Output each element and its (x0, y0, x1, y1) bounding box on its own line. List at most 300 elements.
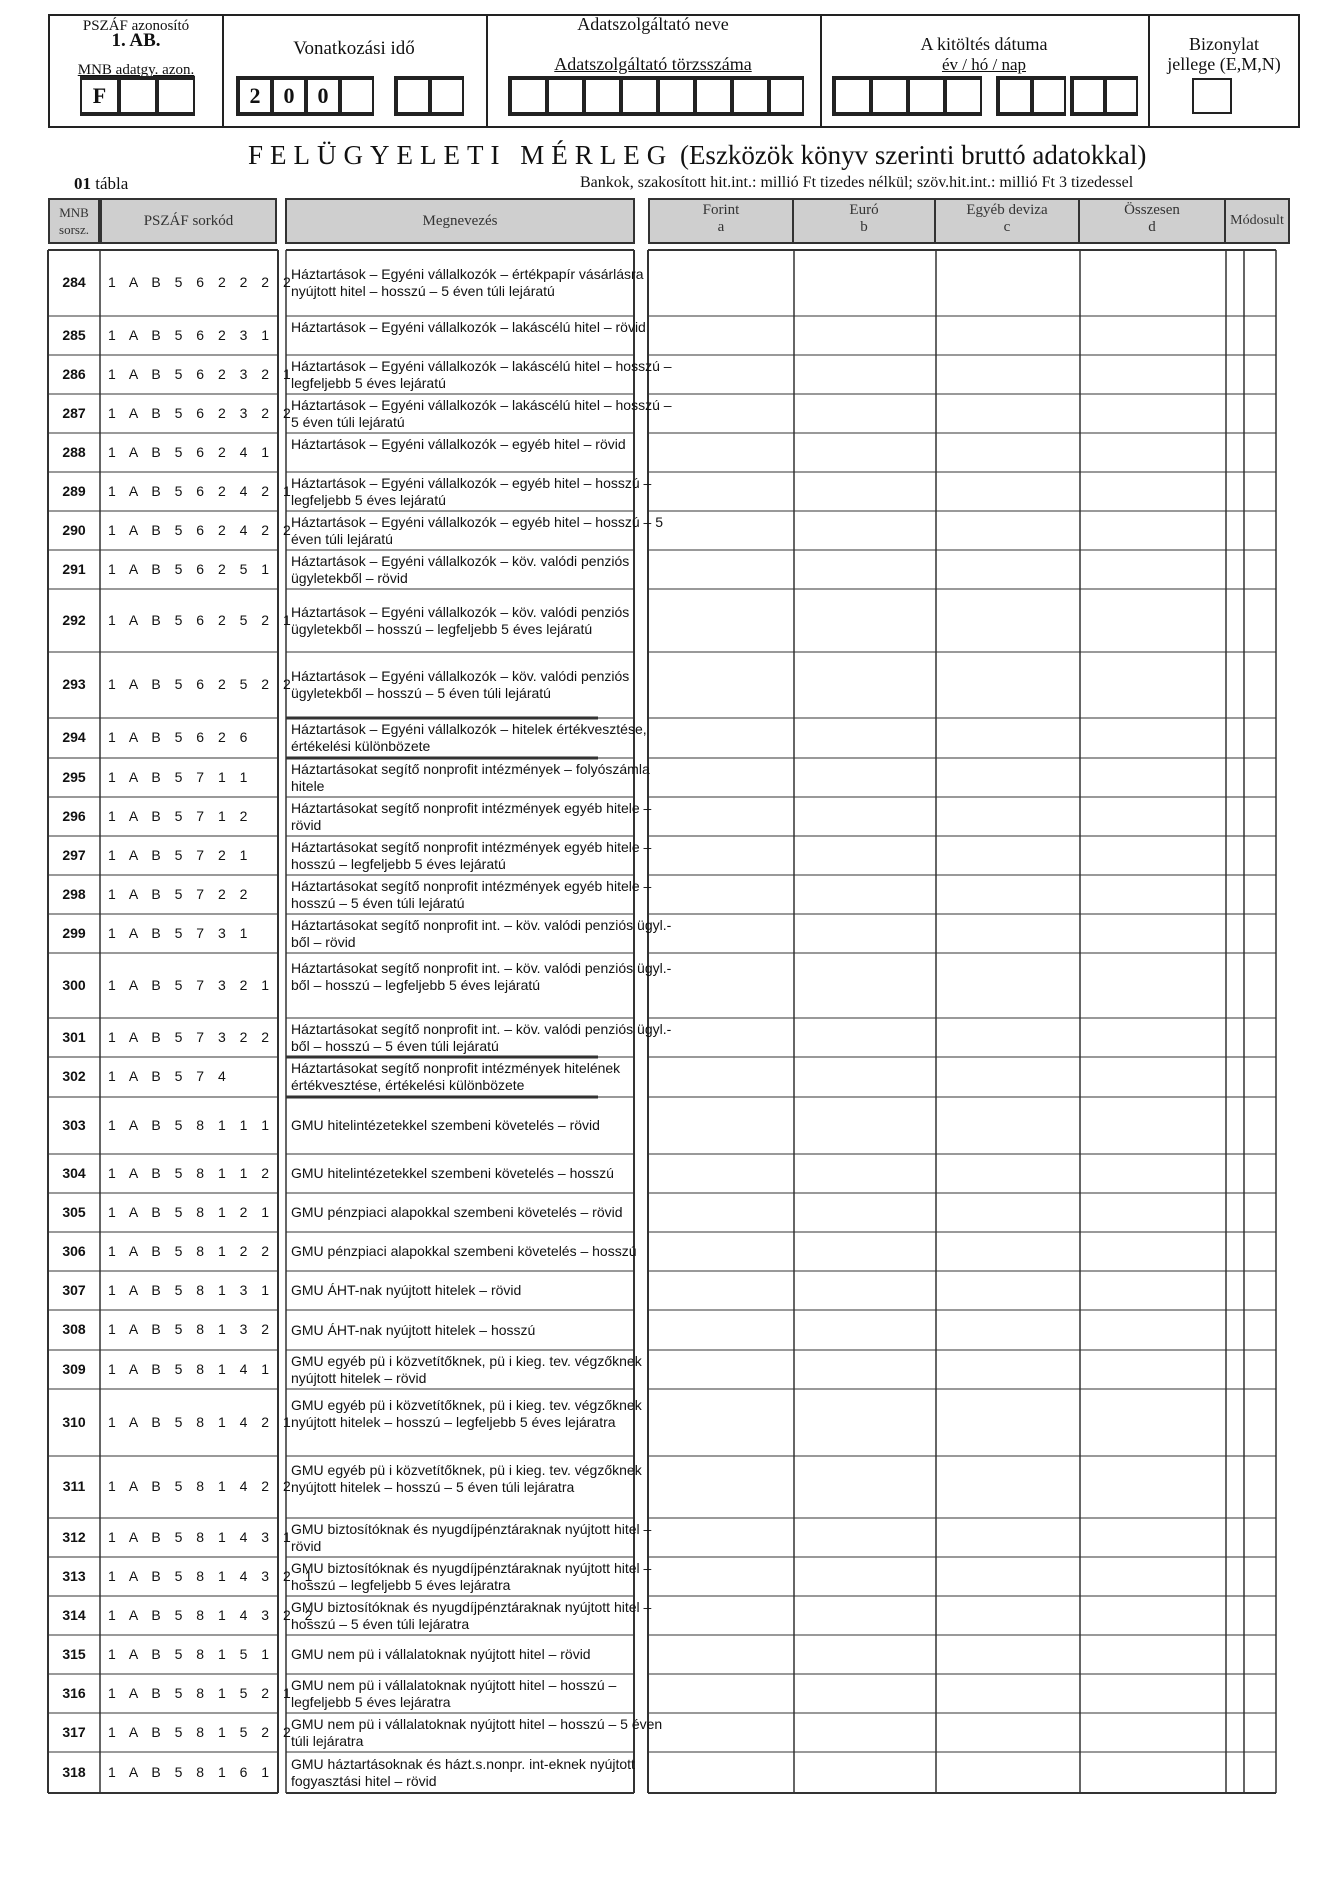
row-pszaf-sorkod: 1 A B 5 8 1 4 1 (108, 1360, 275, 1377)
ev-ho-nap-label: év / hó / nap (941, 55, 1027, 74)
row-osszesen-cell[interactable] (1080, 355, 1226, 394)
row-euro-cell[interactable] (794, 1456, 936, 1518)
row-megnevezes: GMU háztartásoknak és házt.s.nonpr. int-eknek nyújtott fogyasztási hitel – rövid (291, 1755, 635, 1789)
row-osszesen-cell[interactable] (1080, 1057, 1226, 1097)
col-osszesen-label: Összesen (1124, 202, 1180, 218)
bizonylat-label: Bizonylat (1189, 34, 1259, 54)
col-pszaf-sorkod: PSZÁF sorkód (100, 198, 277, 244)
row-modosult-cell[interactable] (1244, 1635, 1276, 1674)
row-pszaf-sorkod: 1 A B 5 6 2 3 2 2 (108, 404, 296, 421)
row-modosult-cell[interactable] (1244, 1232, 1276, 1271)
row-osszesen-cell[interactable] (1080, 1389, 1226, 1456)
row-egyeb-deviza-cell[interactable] (936, 316, 1080, 355)
row-osszesen-cell[interactable] (1080, 472, 1226, 511)
row-osszesen-cell[interactable] (1080, 1193, 1226, 1232)
row-pszaf-sorkod: 1 A B 5 8 1 4 3 1 (108, 1528, 296, 1545)
row-euro-cell[interactable] (794, 836, 936, 875)
row-euro-cell[interactable] (794, 1635, 936, 1674)
row-modosult-cell[interactable] (1244, 718, 1276, 758)
adatszolgaltato-torzsszama-label: Adatszolgáltató törzsszáma (554, 54, 752, 74)
row-pszaf-sorkod: 1 A B 5 6 2 3 2 1 (108, 365, 296, 382)
row-euro-cell[interactable] (794, 1596, 936, 1635)
row-osszesen-cell[interactable] (1080, 718, 1226, 758)
row-megnevezes: GMU nem pü i vállalatoknak nyújtott hitel – hosszú – legfeljebb 5 éves lejáratra (291, 1676, 617, 1710)
row-mnb-sorsz: 313 (62, 1567, 86, 1584)
row-egyeb-deviza-cell[interactable] (936, 1350, 1080, 1389)
row-pszaf-sorkod: 1 A B 5 7 1 2 (108, 807, 253, 824)
row-megnevezes: GMU egyéb pü i közvetítőknek, pü i kieg. tev. végzőknek nyújtott hitelek – hosszú – legfeljebb 5 éves lejáratra (291, 1397, 642, 1430)
row-egyeb-deviza-cell[interactable] (936, 1752, 1080, 1793)
row-osszesen-cell[interactable] (1080, 589, 1226, 652)
row-modosult-cell[interactable] (1244, 1057, 1276, 1097)
row-forint-cell[interactable] (648, 433, 794, 472)
row-osszesen-cell[interactable] (1080, 758, 1226, 797)
vonatkozasi-ido-label: Vonatkozási idő (293, 38, 415, 59)
row-forint-cell[interactable] (648, 355, 794, 394)
row-pszaf-sorkod: 1 A B 5 6 2 5 1 (108, 560, 275, 577)
row-pszaf-sorkod: 1 A B 5 8 1 5 1 (108, 1645, 275, 1662)
row-modosult-cell[interactable] (1244, 472, 1276, 511)
row-mnb-sorsz: 315 (62, 1645, 86, 1662)
row-osszesen-cell[interactable] (1080, 433, 1226, 472)
row-osszesen-cell[interactable] (1080, 914, 1226, 953)
row-pszaf-sorkod: 1 A B 5 8 1 2 1 (108, 1203, 275, 1220)
row-modosult-cell[interactable] (1244, 1154, 1276, 1193)
row-mnb-sorsz: 299 (62, 924, 86, 941)
row-euro-cell[interactable] (794, 875, 936, 914)
row-egyeb-deviza-cell[interactable] (936, 589, 1080, 652)
row-euro-cell[interactable] (794, 1057, 936, 1097)
row-forint-cell[interactable] (648, 1018, 794, 1057)
row-pszaf-sorkod: 1 A B 5 6 2 6 (108, 729, 253, 745)
row-megnevezes: GMU egyéb pü i közvetítőknek, pü i kieg. tev. végzőknek nyújtott hitelek – hosszú – 5 éven túli lejáratra (291, 1461, 642, 1495)
row-egyeb-deviza-cell[interactable] (936, 1674, 1080, 1713)
row-egyeb-deviza-cell[interactable] (936, 1271, 1080, 1310)
row-forint-cell[interactable] (648, 1635, 794, 1674)
row-mnb-sorsz: 291 (62, 560, 86, 577)
row-mnb-sorsz: 311 (62, 1478, 86, 1494)
row-forint-cell[interactable] (648, 953, 794, 1018)
row-forint-cell[interactable] (648, 652, 794, 718)
row-megnevezes: Háztartások – Egyéni vállalkozók – egyéb hitel – hosszú – 5 éven túli lejáratú (291, 513, 663, 547)
title-main: FELÜGYELETI MÉRLEG (248, 140, 674, 170)
row-mnb-sorsz: 295 (62, 768, 86, 785)
row-mnb-sorsz: 300 (62, 976, 86, 993)
row-modosult-cell[interactable] (1244, 394, 1276, 433)
row-megnevezes: GMU nem pü i vállalatoknak nyújtott hitel – hosszú – 5 éven túli lejáratra (291, 1715, 663, 1749)
period-cell[interactable]: 2 (238, 78, 272, 114)
row-modosult-cell[interactable] (1244, 875, 1276, 914)
units-note: Bankok, szakosított hit.int.: millió Ft tizedes nélkül; szöv.hit.int.: millió Ft 3 tizedessel (580, 174, 1134, 191)
row-pszaf-sorkod: 1 A B 5 6 2 4 2 2 (108, 521, 296, 538)
row-megnevezes: Háztartások – Egyéni vállalkozók – egyéb hitel – hosszú – legfeljebb 5 éves lejáratú (291, 474, 652, 508)
row-pszaf-sorkod: 1 A B 5 8 1 4 3 2 1 (108, 1567, 318, 1584)
row-modosult-cell[interactable] (1244, 355, 1276, 394)
row-pszaf-sorkod: 1 A B 5 8 1 2 2 (108, 1242, 275, 1259)
row-modosult-cell[interactable] (1244, 1350, 1276, 1389)
row-osszesen-cell[interactable] (1080, 1097, 1226, 1154)
row-modosult-cell[interactable] (1244, 758, 1276, 797)
row-osszesen-cell[interactable] (1080, 1310, 1226, 1350)
jellege-label: jellege (E,M,N) (1167, 54, 1281, 74)
row-mnb-sorsz: 303 (62, 1116, 86, 1133)
row-euro-cell[interactable] (794, 316, 936, 355)
row-megnevezes: GMU egyéb pü i közvetítőknek, pü i kieg. tev. végzőknek nyújtott hitelek – rövid (291, 1352, 642, 1386)
row-pszaf-sorkod: 1 A B 5 8 1 4 3 2 2 (108, 1606, 318, 1623)
row-modosult-cell[interactable] (1244, 797, 1276, 836)
row-megnevezes: GMU ÁHT-nak nyújtott hitelek – rövid (291, 1282, 522, 1298)
row-euro-cell[interactable] (794, 797, 936, 836)
row-osszesen-cell[interactable] (1080, 1232, 1226, 1271)
row-modosult-cell[interactable] (1244, 1310, 1276, 1350)
row-euro-cell[interactable] (794, 914, 936, 953)
row-euro-cell[interactable] (794, 1097, 936, 1154)
row-pszaf-sorkod: 1 A B 5 8 1 3 1 (108, 1281, 275, 1298)
row-osszesen-cell[interactable] (1080, 1752, 1226, 1793)
row-egyeb-deviza-cell[interactable] (936, 1193, 1080, 1232)
row-osszesen-cell[interactable] (1080, 1350, 1226, 1389)
row-mnb-sorsz: 314 (62, 1606, 86, 1623)
title-paren: (Eszközök könyv szerinti bruttó adatokkal) (679, 140, 1147, 170)
row-forint-cell[interactable] (648, 1557, 794, 1596)
row-egyeb-deviza-cell[interactable] (936, 1596, 1080, 1635)
row-forint-cell[interactable] (648, 511, 794, 550)
row-forint-cell[interactable] (648, 1713, 794, 1752)
row-megnevezes: Háztartásokat segítő nonprofit int. – köv. valódi penziós ügyl.-ből – hosszú – 5 éven túli lejáratú (291, 1020, 672, 1054)
row-megnevezes: Háztartásokat segítő nonprofit intézmények egyéb hitele – hosszú – 5 éven túli lejáratú (291, 877, 652, 911)
row-megnevezes: Háztartásokat segítő nonprofit intézmények – folyószámla hitele (291, 760, 650, 794)
row-euro-cell[interactable] (794, 1752, 936, 1793)
row-mnb-sorsz: 305 (62, 1203, 86, 1220)
row-egyeb-deviza-cell[interactable] (936, 1456, 1080, 1518)
row-osszesen-cell[interactable] (1080, 511, 1226, 550)
row-euro-cell[interactable] (794, 953, 936, 1018)
table-label: tábla (95, 174, 129, 193)
col-osszesen-letter: d (1148, 219, 1156, 235)
row-euro-cell[interactable] (794, 1018, 936, 1057)
row-euro-cell[interactable] (794, 550, 936, 589)
row-euro-cell[interactable] (794, 718, 936, 758)
row-euro-cell[interactable] (794, 1350, 936, 1389)
row-megnevezes: Háztartások – Egyéni vállalkozók – lakáscélú hitel – hosszú – 5 éven túli lejáratú (291, 396, 672, 430)
col-egyeb-deviza-letter: c (1003, 219, 1011, 235)
row-forint-cell[interactable] (648, 589, 794, 652)
row-pszaf-sorkod: 1 A B 5 8 1 1 2 (108, 1164, 275, 1181)
row-modosult-cell[interactable] (1244, 1518, 1276, 1557)
col-modosult: Módosult (1224, 198, 1290, 244)
pszaf-azonosito-label: PSZÁF azonosító (82, 18, 190, 34)
row-euro-cell[interactable] (794, 472, 936, 511)
row-mnb-sorsz: 287 (62, 404, 86, 421)
row-osszesen-cell[interactable] (1080, 1154, 1226, 1193)
period-cell[interactable]: 0 (272, 78, 306, 114)
row-egyeb-deviza-cell[interactable] (936, 250, 1080, 316)
row-egyeb-deviza-cell[interactable] (936, 836, 1080, 875)
row-egyeb-deviza-cell[interactable] (936, 1018, 1080, 1057)
row-osszesen-cell[interactable] (1080, 394, 1226, 433)
row-modosult-cell[interactable] (1244, 1097, 1276, 1154)
row-pszaf-sorkod: 1 A B 5 7 1 1 (108, 768, 253, 785)
mnb-adatgy-label: MNB adatgy. azon. (77, 62, 195, 78)
row-mnb-sorsz: 285 (62, 326, 86, 343)
row-pszaf-sorkod: 1 A B 5 8 1 4 2 1 (108, 1413, 296, 1430)
col-mnb-sorsz: MNB sorsz. (48, 198, 100, 244)
row-modosult-cell[interactable] (1244, 836, 1276, 875)
row-modosult-cell[interactable] (1244, 1752, 1276, 1793)
row-euro-cell[interactable] (794, 1271, 936, 1310)
row-forint-cell[interactable] (648, 1310, 794, 1350)
row-euro-cell[interactable] (794, 1389, 936, 1456)
row-mnb-sorsz: 304 (62, 1164, 86, 1181)
row-modosult-cell[interactable] (1244, 550, 1276, 589)
row-pszaf-sorkod: 1 A B 5 8 1 5 2 2 (108, 1723, 296, 1740)
row-osszesen-cell[interactable] (1080, 1674, 1226, 1713)
row-osszesen-cell[interactable] (1080, 1596, 1226, 1635)
row-modosult-cell[interactable] (1244, 914, 1276, 953)
row-egyeb-deviza-cell[interactable] (936, 1518, 1080, 1557)
row-pszaf-sorkod: 1 A B 5 8 1 3 2 (108, 1321, 275, 1337)
row-forint-cell[interactable] (648, 1752, 794, 1793)
row-egyeb-deviza-cell[interactable] (936, 1310, 1080, 1350)
row-egyeb-deviza-cell[interactable] (936, 433, 1080, 472)
row-egyeb-deviza-cell[interactable] (936, 1557, 1080, 1596)
row-megnevezes: GMU hitelintézetekkel szembeni követelés – rövid (291, 1117, 600, 1133)
row-mnb-sorsz: 317 (62, 1723, 86, 1740)
row-pszaf-sorkod: 1 A B 5 7 2 1 (108, 846, 253, 863)
row-megnevezes: Háztartások – Egyéni vállalkozók – köv. valódi penziós ügyletekből – hosszú – legfeljebb 5 éves lejáratú (291, 603, 630, 637)
row-egyeb-deviza-cell[interactable] (936, 472, 1080, 511)
row-mnb-sorsz: 293 (62, 676, 86, 692)
row-osszesen-cell[interactable] (1080, 250, 1226, 316)
row-mnb-sorsz: 316 (62, 1684, 86, 1701)
row-pszaf-sorkod: 1 A B 5 8 1 1 1 (108, 1116, 275, 1133)
row-megnevezes: GMU hitelintézetekkel szembeni követelés – hosszú (291, 1165, 614, 1181)
row-megnevezes: Háztartások – Egyéni vállalkozók – lakáscélú hitel – hosszú – legfeljebb 5 éves lejáratú (291, 357, 672, 391)
col-megnevezes: Megnevezés (285, 198, 635, 244)
row-modosult-cell[interactable] (1244, 1456, 1276, 1518)
row-megnevezes: Háztartások – Egyéni vállalkozók – hitelek értékvesztése, értékelési különbözete (291, 721, 647, 754)
row-megnevezes: Háztartások – Egyéni vállalkozók – lakáscélú hitel – rövid (291, 318, 646, 335)
row-egyeb-deviza-cell[interactable] (936, 355, 1080, 394)
row-pszaf-sorkod: 1 A B 5 6 2 5 2 2 (108, 676, 296, 692)
row-egyeb-deviza-cell[interactable] (936, 718, 1080, 758)
row-egyeb-deviza-cell[interactable] (936, 797, 1080, 836)
row-modosult-cell[interactable] (1244, 1674, 1276, 1713)
row-euro-cell[interactable] (794, 758, 936, 797)
row-mnb-sorsz: 284 (62, 274, 86, 290)
row-mnb-sorsz: 301 (62, 1028, 86, 1045)
row-euro-cell[interactable] (794, 1232, 936, 1271)
row-megnevezes: Háztartások – Egyéni vállalkozók – egyéb hitel – rövid (291, 435, 626, 452)
row-modosult-cell[interactable] (1244, 250, 1276, 316)
adatszolgaltato-neve-label: Adatszolgáltató neve (577, 14, 729, 34)
row-forint-cell[interactable] (648, 1097, 794, 1154)
row-forint-cell[interactable] (648, 1596, 794, 1635)
row-pszaf-sorkod: 1 A B 5 6 2 4 2 1 (108, 482, 296, 499)
row-forint-cell[interactable] (648, 250, 794, 316)
row-mnb-sorsz: 286 (62, 365, 86, 382)
row-modosult-cell[interactable] (1244, 1389, 1276, 1456)
row-modosult-cell[interactable] (1244, 511, 1276, 550)
row-modosult-cell[interactable] (1244, 1193, 1276, 1232)
row-osszesen-cell[interactable] (1080, 1713, 1226, 1752)
form-code: 1. AB. (111, 30, 161, 51)
row-forint-cell[interactable] (648, 718, 794, 758)
row-megnevezes: GMU pénzpiaci alapokkal szembeni követelés – hosszú (291, 1243, 637, 1259)
row-egyeb-deviza-cell[interactable] (936, 1635, 1080, 1674)
row-pszaf-sorkod: 1 A B 5 6 2 3 1 (108, 326, 275, 343)
row-pszaf-sorkod: 1 A B 5 6 2 5 2 1 (108, 611, 296, 628)
row-osszesen-cell[interactable] (1080, 953, 1226, 1018)
row-egyeb-deviza-cell[interactable] (936, 1057, 1080, 1097)
row-megnevezes: Háztartások – Egyéni vállalkozók – értékpapír vásárlásra nyújtott hitel – hosszú – 5 éven túli lejáratú (291, 266, 644, 299)
col-egyeb-deviza-label: Egyéb deviza (966, 202, 1048, 218)
row-forint-cell[interactable] (648, 1350, 794, 1389)
row-mnb-sorsz: 290 (62, 521, 86, 538)
row-mnb-sorsz: 309 (62, 1360, 86, 1377)
row-forint-cell[interactable] (648, 394, 794, 433)
row-osszesen-cell[interactable] (1080, 1557, 1226, 1596)
row-forint-cell[interactable] (648, 836, 794, 875)
row-egyeb-deviza-cell[interactable] (936, 1097, 1080, 1154)
row-forint-cell[interactable] (648, 914, 794, 953)
row-forint-cell[interactable] (648, 797, 794, 836)
row-megnevezes: Háztartásokat segítő nonprofit intézmények egyéb hitele – rövid (291, 799, 652, 833)
row-forint-cell[interactable] (648, 875, 794, 914)
row-euro-cell[interactable] (794, 589, 936, 652)
row-mnb-sorsz: 307 (62, 1281, 86, 1298)
row-forint-cell[interactable] (648, 1389, 794, 1456)
row-forint-cell[interactable] (648, 550, 794, 589)
row-egyeb-deviza-cell[interactable] (936, 511, 1080, 550)
row-megnevezes: GMU biztosítóknak és nyugdíjpénztáraknak nyújtott hitel – hosszú – legfeljebb 5 éves lejáratra (291, 1559, 652, 1593)
row-osszesen-cell[interactable] (1080, 1635, 1226, 1674)
row-modosult-cell[interactable] (1244, 1557, 1276, 1596)
row-egyeb-deviza-cell[interactable] (936, 914, 1080, 953)
row-megnevezes: GMU nem pü i vállalatoknak nyújtott hitel – rövid (291, 1646, 591, 1662)
row-osszesen-cell[interactable] (1080, 1271, 1226, 1310)
row-pszaf-sorkod: 1 A B 5 7 4 (108, 1068, 231, 1084)
row-egyeb-deviza-cell[interactable] (936, 1713, 1080, 1752)
row-egyeb-deviza-cell[interactable] (936, 758, 1080, 797)
row-forint-cell[interactable] (648, 1232, 794, 1271)
row-megnevezes: Háztartásokat segítő nonprofit intézmények egyéb hitele – hosszú – legfeljebb 5 éves lejáratú (291, 838, 652, 872)
row-forint-cell[interactable] (648, 1193, 794, 1232)
row-forint-cell[interactable] (648, 1271, 794, 1310)
row-osszesen-cell[interactable] (1080, 875, 1226, 914)
row-megnevezes: GMU ÁHT-nak nyújtott hitelek – hosszú (291, 1321, 536, 1338)
row-egyeb-deviza-cell[interactable] (936, 394, 1080, 433)
row-modosult-cell[interactable] (1244, 1018, 1276, 1057)
row-mnb-sorsz: 298 (62, 885, 86, 902)
row-euro-cell[interactable] (794, 1518, 936, 1557)
row-egyeb-deviza-cell[interactable] (936, 953, 1080, 1018)
row-megnevezes: GMU biztosítóknak és nyugdíjpénztáraknak nyújtott hitel – hosszú – 5 éven túli lejáratra (291, 1598, 652, 1632)
row-mnb-sorsz: 318 (62, 1763, 86, 1780)
row-forint-cell[interactable] (648, 1057, 794, 1097)
row-euro-cell[interactable] (794, 433, 936, 472)
row-mnb-sorsz: 296 (62, 807, 86, 824)
row-egyeb-deviza-cell[interactable] (936, 1389, 1080, 1456)
col-forint-letter: a (717, 219, 725, 235)
row-osszesen-cell[interactable] (1080, 1018, 1226, 1057)
row-euro-cell[interactable] (794, 250, 936, 316)
row-mnb-sorsz: 288 (62, 443, 86, 460)
row-pszaf-sorkod: 1 A B 5 8 1 5 2 1 (108, 1684, 296, 1701)
row-pszaf-sorkod: 1 A B 5 7 2 2 (108, 885, 253, 902)
row-megnevezes: GMU pénzpiaci alapokkal szembeni követelés – rövid (291, 1204, 623, 1220)
row-euro-cell[interactable] (794, 1154, 936, 1193)
row-forint-cell[interactable] (648, 1674, 794, 1713)
row-forint-cell[interactable] (648, 1518, 794, 1557)
row-euro-cell[interactable] (794, 1713, 936, 1752)
row-modosult-cell[interactable] (1244, 953, 1276, 1018)
row-pszaf-sorkod: 1 A B 5 6 2 2 2 2 (108, 274, 296, 290)
row-mnb-sorsz: 292 (62, 611, 86, 628)
row-osszesen-cell[interactable] (1080, 836, 1226, 875)
row-pszaf-sorkod: 1 A B 5 6 2 4 1 (108, 443, 275, 460)
row-euro-cell[interactable] (794, 394, 936, 433)
row-megnevezes: Háztartások – Egyéni vállalkozók – köv. valódi penziós ügyletekből – hosszú – 5 éven túli lejáratú (291, 668, 630, 701)
row-modosult-cell[interactable] (1244, 316, 1276, 355)
row-egyeb-deviza-cell[interactable] (936, 550, 1080, 589)
row-forint-cell[interactable] (648, 1154, 794, 1193)
table-number: 01 (74, 174, 91, 193)
row-forint-cell[interactable] (648, 472, 794, 511)
row-mnb-sorsz: 306 (62, 1242, 86, 1259)
row-modosult-cell[interactable] (1244, 1596, 1276, 1635)
row-forint-cell[interactable] (648, 758, 794, 797)
row-megnevezes: Háztartásokat segítő nonprofit int. – köv. valódi penziós ügyl.-ből – rövid (291, 916, 672, 950)
row-osszesen-cell[interactable] (1080, 1518, 1226, 1557)
row-euro-cell[interactable] (794, 1193, 936, 1232)
col-euro-letter: b (860, 219, 868, 235)
row-euro-cell[interactable] (794, 511, 936, 550)
row-megnevezes: GMU biztosítóknak és nyugdíjpénztáraknak nyújtott hitel – rövid (291, 1520, 652, 1554)
row-osszesen-cell[interactable] (1080, 550, 1226, 589)
row-euro-cell[interactable] (794, 652, 936, 718)
row-pszaf-sorkod: 1 A B 5 7 3 2 1 (108, 976, 275, 993)
row-mnb-sorsz: 297 (62, 846, 86, 863)
row-forint-cell[interactable] (648, 1456, 794, 1518)
row-mnb-sorsz: 308 (62, 1321, 86, 1337)
row-forint-cell[interactable] (648, 316, 794, 355)
kitoltes-datuma-label: A kitöltés dátuma (920, 34, 1048, 54)
row-euro-cell[interactable] (794, 1557, 936, 1596)
row-modosult-cell[interactable] (1244, 433, 1276, 472)
row-euro-cell[interactable] (794, 1674, 936, 1713)
row-osszesen-cell[interactable] (1080, 797, 1226, 836)
row-euro-cell[interactable] (794, 355, 936, 394)
row-osszesen-cell[interactable] (1080, 316, 1226, 355)
row-osszesen-cell[interactable] (1080, 652, 1226, 718)
row-egyeb-deviza-cell[interactable] (936, 875, 1080, 914)
row-osszesen-cell[interactable] (1080, 1456, 1226, 1518)
row-modosult-cell[interactable] (1244, 1271, 1276, 1310)
period-cell[interactable]: 0 (306, 78, 340, 114)
row-egyeb-deviza-cell[interactable] (936, 1154, 1080, 1193)
row-modosult-cell[interactable] (1244, 652, 1276, 718)
row-egyeb-deviza-cell[interactable] (936, 1232, 1080, 1271)
row-modosult-cell[interactable] (1244, 1713, 1276, 1752)
row-megnevezes: Háztartásokat segítő nonprofit intézmények hitelének értékvesztése, értékelési különbözete (291, 1060, 621, 1093)
row-egyeb-deviza-cell[interactable] (936, 652, 1080, 718)
mnb-id-cell[interactable]: F (80, 78, 119, 114)
row-megnevezes: Háztartásokat segítő nonprofit int. – köv. valódi penziós ügyl.-ből – hosszú – legfeljebb 5 éves lejáratú (291, 960, 672, 993)
row-euro-cell[interactable] (794, 1310, 936, 1350)
row-megnevezes: Háztartások – Egyéni vállalkozók – köv. valódi penziós ügyletekből – rövid (291, 552, 630, 586)
row-modosult-cell[interactable] (1244, 589, 1276, 652)
